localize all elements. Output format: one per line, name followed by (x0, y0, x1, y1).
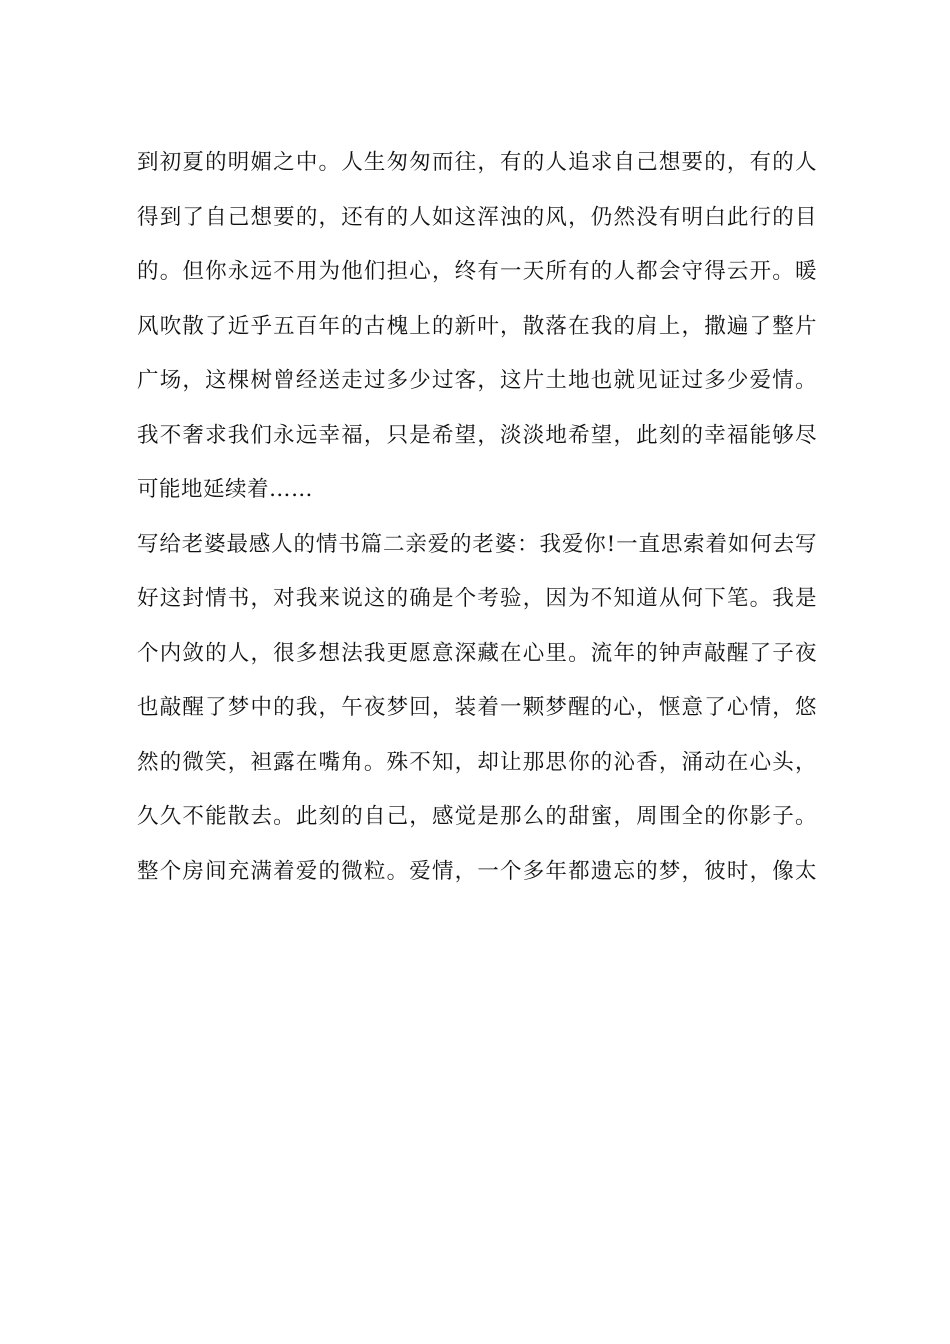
text-line-10: 个内敛的人，很多想法我更愿意深藏在心里。流年的钟声敲醒了子夜 (137, 640, 817, 666)
text-line-14: 整个房间充满着爱的微粒。爱情，一个多年都遗忘的梦，彼时，像太 (137, 858, 817, 884)
text-line-12: 然的微笑，袒露在嘴角。殊不知，却让那思你的沁香，涌动在心头， (137, 749, 817, 775)
text-line-3: 的。但你永远不用为他们担心，终有一天所有的人都会守得云开。暖 (137, 259, 817, 284)
text-line-8: 写给老婆最感人的情书篇二亲爱的老婆：我爱你!一直思索着如何去写 (137, 531, 817, 557)
text-line-7: 可能地延续着…… (137, 477, 314, 502)
text-line-6: 我不奢求我们永远幸福，只是希望，淡淡地希望，此刻的幸福能够尽 (137, 422, 817, 448)
text-line-9: 好这封情书，对我来说这的确是个考验，因为不知道从何下笔。我是 (137, 586, 817, 611)
text-line-4: 风吹散了近乎五百年的古槐上的新叶，散落在我的肩上，撒遍了整片 (137, 313, 817, 339)
body-text (137, 140, 817, 903)
text-line-5: 广场，这棵树曾经送走过多少过客，这片土地也就见证过多少爱情。 (137, 368, 817, 393)
text-line-13: 久久不能散去。此刻的自己，感觉是那么的甜蜜，周围全的你影子。 (137, 804, 817, 829)
text-line-1: 到初夏的明媚之中。人生匆匆而往，有的人追求自己想要的，有的人 (137, 150, 817, 175)
text-line-11: 也敲醒了梦中的我，午夜梦回，装着一颗梦醒的心，惬意了心情，悠 (137, 695, 817, 720)
text-line-2: 得到了自己想要的，还有的人如这浑浊的风，仍然没有明白此行的目 (137, 204, 817, 230)
